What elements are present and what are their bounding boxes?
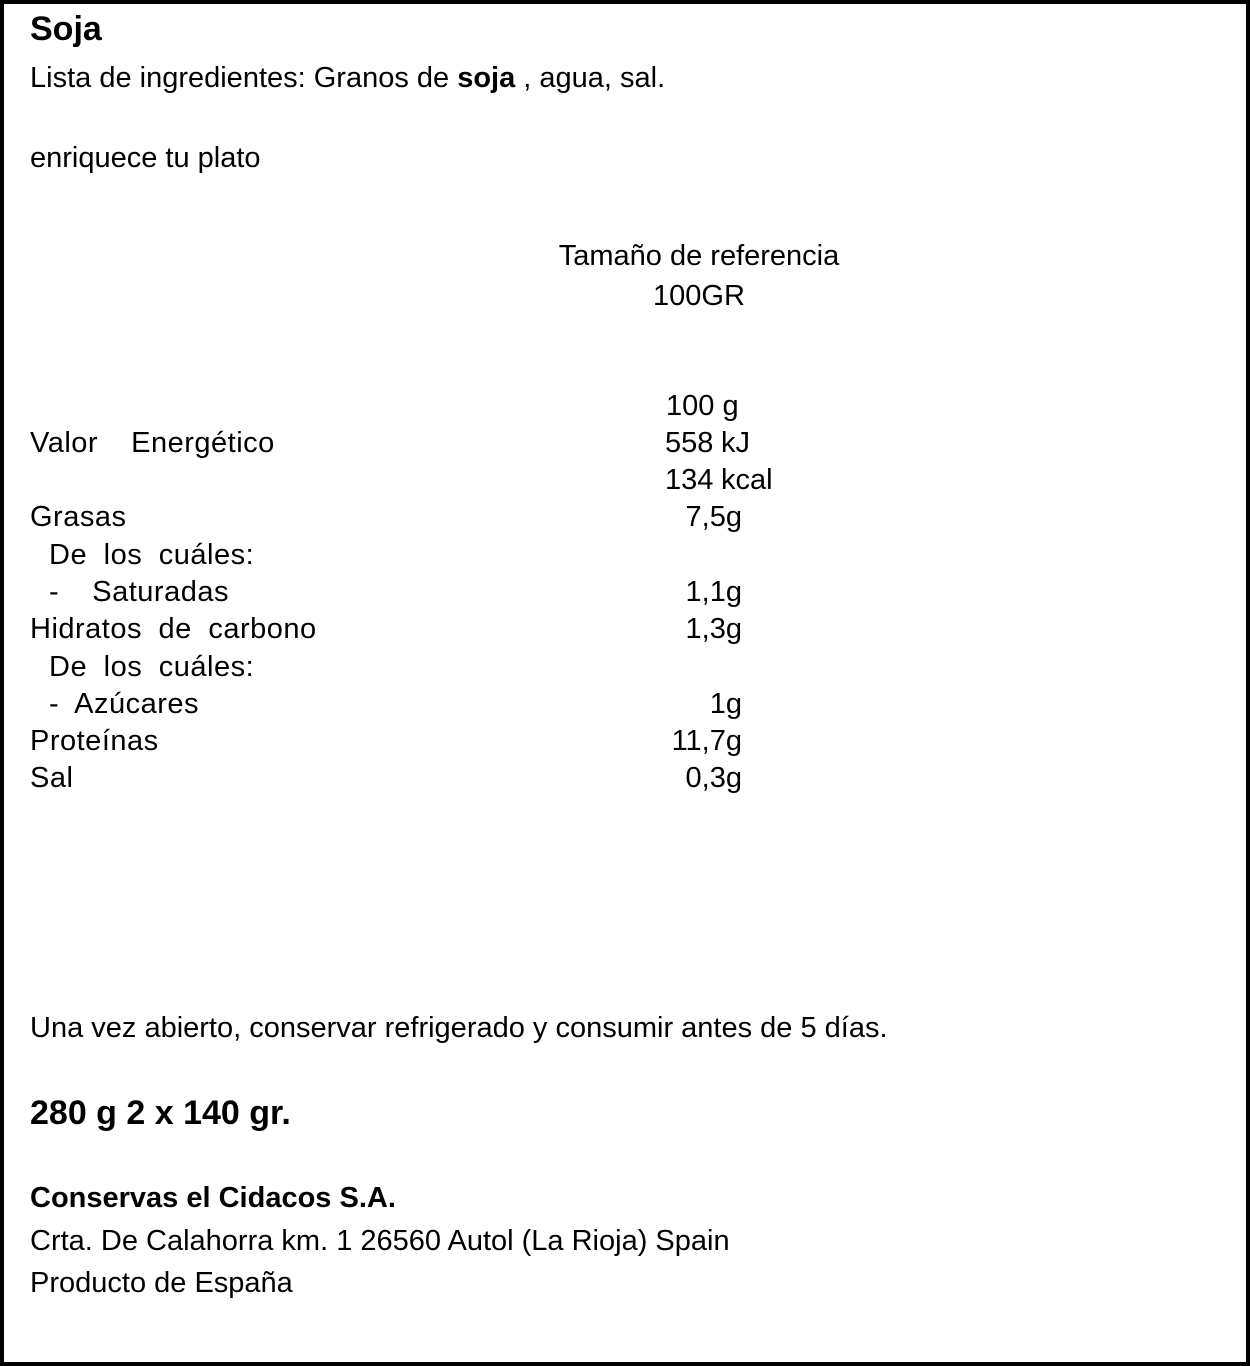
company-address: Crta. De Calahorra km. 1 26560 Autol (La Rioja) Spain: [30, 1225, 730, 1257]
reference-size: 100GR: [653, 280, 745, 312]
nutrient-label: Sal: [30, 762, 74, 794]
ingredients-prefix: Lista de ingredientes: Granos de: [30, 62, 458, 94]
reference-label: Tamaño de referencia: [558, 240, 840, 272]
energy-label: Valor Energético: [30, 427, 275, 459]
ingredients-line: [30, 64, 665, 93]
nutrient-label: - Saturadas: [49, 576, 229, 608]
nutrient-value: 0,3g: [685, 762, 742, 794]
nutrient-label: Grasas: [30, 501, 127, 533]
nutrient-label: - Azúcares: [49, 688, 199, 720]
product-title: Soja: [30, 10, 102, 48]
net-weight: 280 g 2 x 140 gr.: [30, 1094, 291, 1132]
tagline: enriquece tu plato: [30, 142, 261, 174]
nutrient-sublabel: De los cuáles:: [49, 539, 255, 571]
company-name: Conservas el Cidacos S.A.: [30, 1182, 396, 1214]
energy-kcal-unit: kcal: [721, 464, 773, 496]
ingredients-suffix: , agua, sal.: [515, 62, 666, 94]
nutrient-value: 7,5g: [685, 501, 742, 533]
nutrient-value: 1,1g: [685, 576, 742, 608]
energy-kcal-value: 134: [665, 464, 714, 496]
energy-kj-unit: kJ: [721, 427, 750, 459]
product-origin: Producto de España: [30, 1267, 293, 1299]
nutrient-label: Hidratos de carbono: [30, 613, 317, 645]
nutrient-value: 1,3g: [685, 613, 742, 645]
nutrient-value: 1g: [709, 688, 742, 720]
nutrition-column-header: 100 g: [666, 390, 739, 422]
storage-note: Una vez abierto, conservar refrigerado y consumir antes de 5 días.: [30, 1012, 888, 1044]
nutrient-label: Proteínas: [30, 725, 159, 757]
energy-kj-value: 558: [665, 427, 714, 459]
nutrient-value: 11,7g: [671, 725, 742, 757]
nutrient-sublabel: De los cuáles:: [49, 651, 255, 683]
ingredients-allergen: soja: [457, 62, 516, 94]
